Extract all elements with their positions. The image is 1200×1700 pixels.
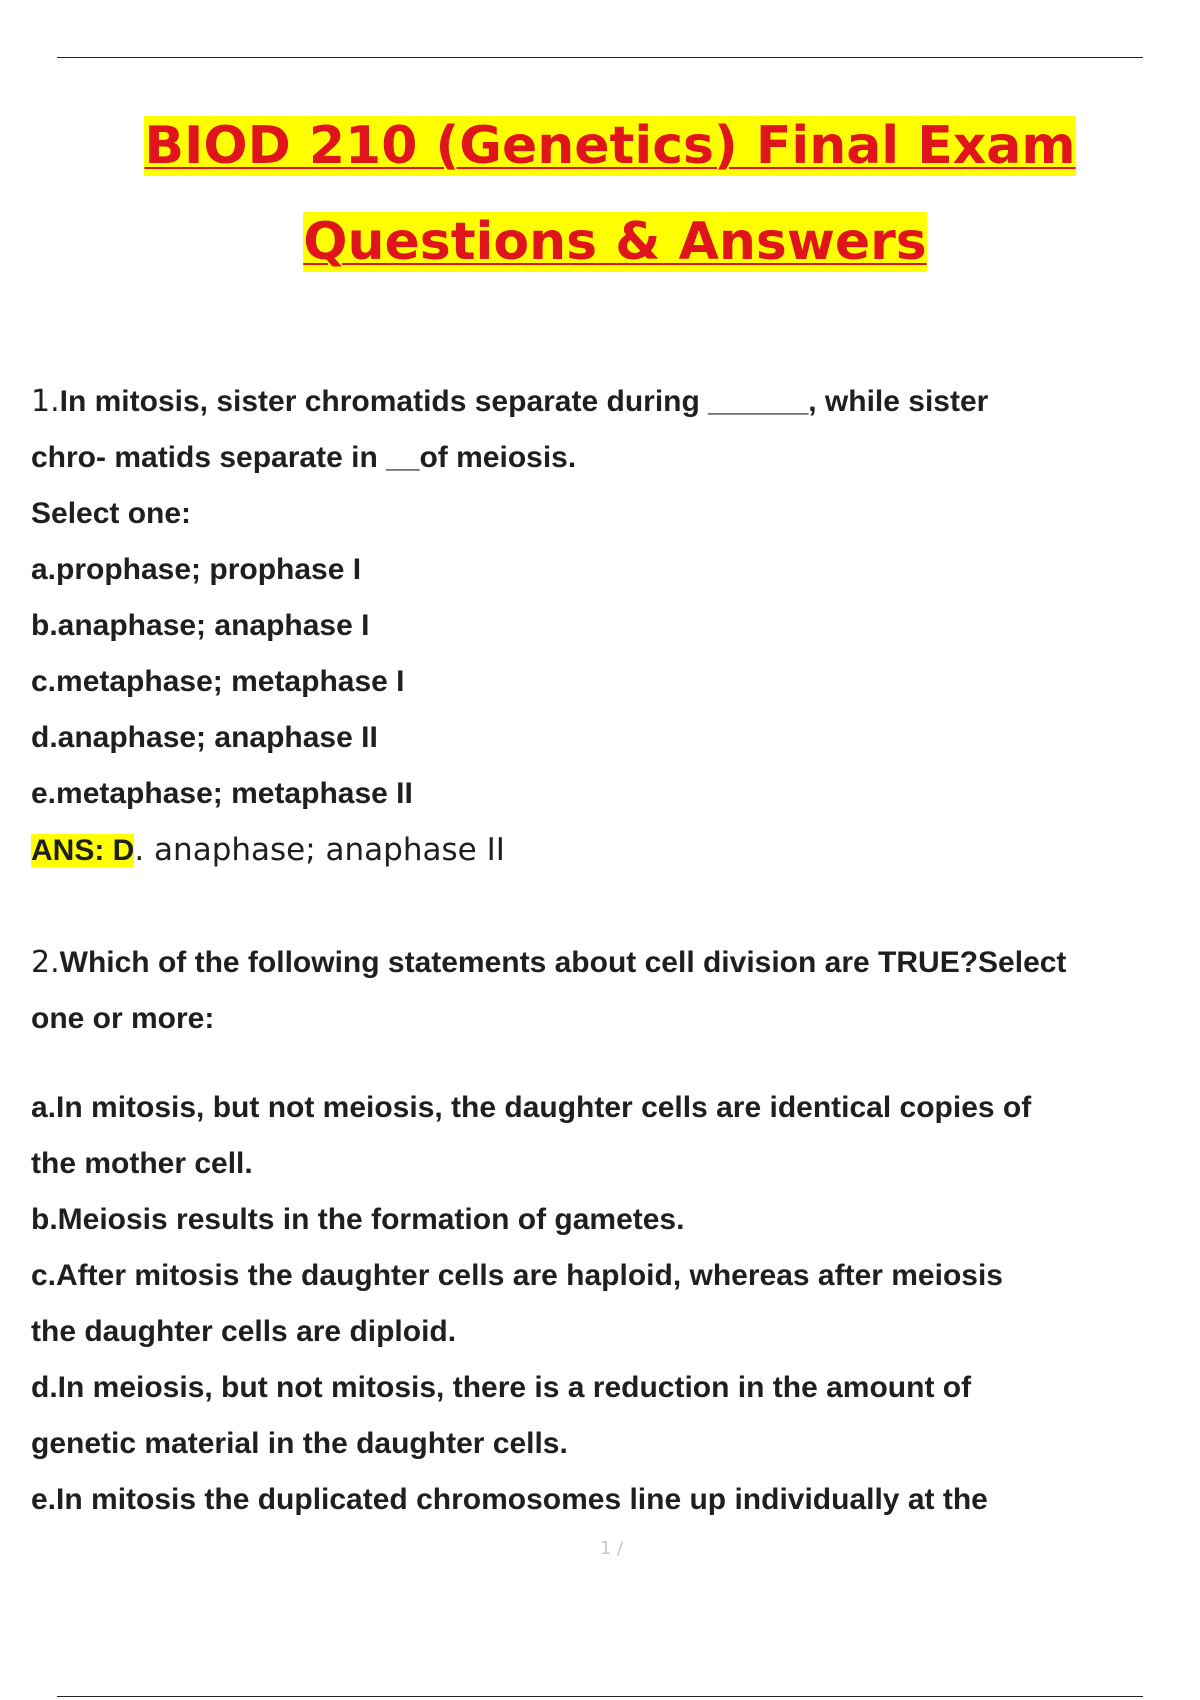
option-b: b.anaphase; anaphase I [31,609,370,642]
option-d-continued: genetic material in the daughter cells. [31,1427,568,1460]
question-1-text-line-2: chro- matids separate in __of meiosis. [31,441,577,474]
option-a-continued: the mother cell. [31,1147,253,1180]
option-e: e.In mitosis the duplicated chromosomes line up individually at the [31,1483,988,1516]
option-e: e.metaphase; metaphase II [31,777,413,810]
top-rule [57,57,1143,58]
option-d: d.anaphase; anaphase II [31,721,378,754]
select-prompt: Select one: [31,497,192,530]
question-1 [31,374,1171,878]
question-2-text-line-2: one or more: [31,1002,215,1035]
question-2-options [31,1080,1171,1528]
option-c-continued: the daughter cells are diploid. [31,1315,457,1348]
option-d: d.In meiosis, but not mitosis, there is a reduction in the amount of [31,1371,972,1404]
answer-text: . anaphase; anaphase II [134,832,505,868]
question-2 [31,935,1171,1047]
option-c: c.metaphase; metaphase I [31,665,405,698]
page-marker: 1 / [600,1538,624,1559]
option-a: a.prophase; prophase I [31,553,362,586]
answer-line [31,822,1171,878]
bottom-rule [57,1696,1143,1697]
option-a: a.In mitosis, but not meiosis, the daughter cells are identical copies of [31,1091,1032,1124]
question-2-text-line-1: 2.Which of the following statements about cell division are TRUE?Select [31,945,1067,980]
question-number: 2. [31,945,60,980]
answer-key: ANS: D [31,834,135,867]
question-number: 1. [31,384,60,419]
option-b: b.Meiosis results in the formation of gametes. [31,1203,685,1236]
document-title-line-2: Questions & Answers [303,212,927,272]
question-1-text-line-1: 1.In mitosis, sister chromatids separate during ______, while sister [31,384,989,419]
document-title-line-1: BIOD 210 (Genetics) Final Exam [144,116,1076,176]
option-c: c.After mitosis the daughter cells are haploid, whereas after meiosis [31,1259,1003,1292]
